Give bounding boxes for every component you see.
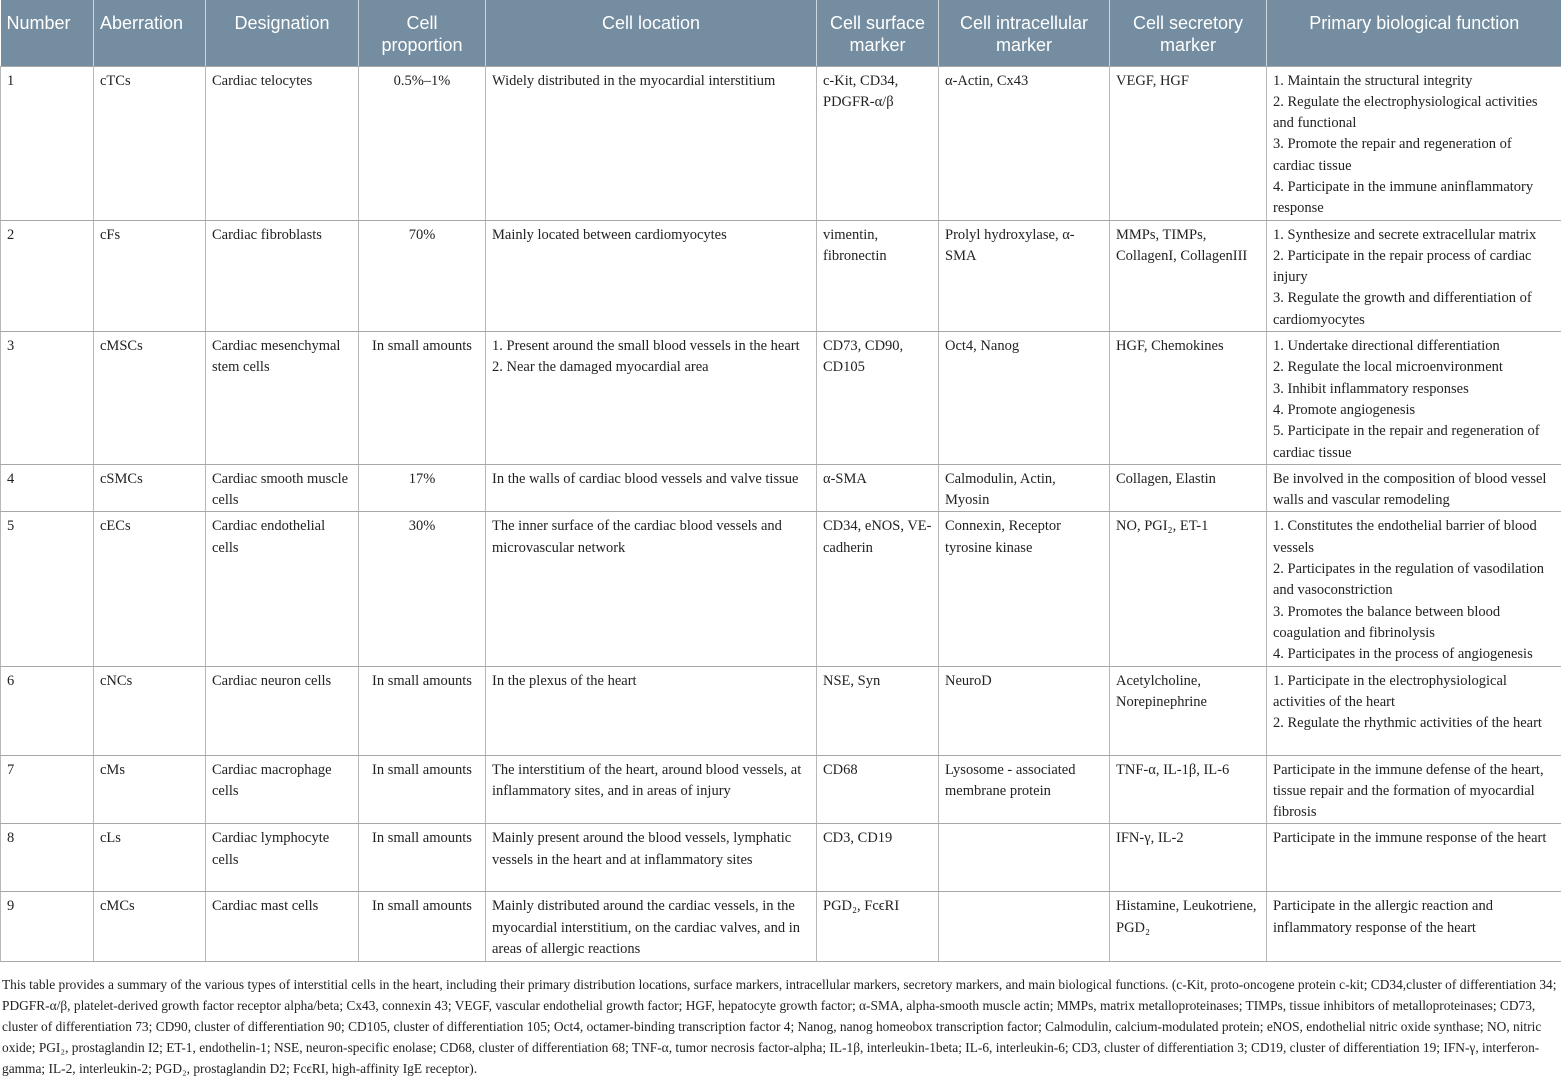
cell-designation: Cardiac smooth muscle cells (206, 464, 359, 512)
cell-function (1267, 755, 1561, 824)
cell-surface: CD73, CD90, CD105 (817, 332, 939, 465)
cell-number: 1 (1, 66, 94, 220)
cell-aberration: cTCs (94, 66, 206, 220)
cell-location (486, 464, 817, 512)
cell-proportion: 30% (359, 512, 486, 666)
table-row (1, 464, 1561, 512)
function-line: 4. Participates in the process of angiogenesis (1273, 646, 1533, 663)
table-row (1, 892, 1561, 962)
cell-function (1267, 464, 1561, 512)
cell-surface: vimentin, fibronectin (817, 220, 939, 331)
cell-designation: Cardiac macrophage cells (206, 755, 359, 824)
cell-intracellular: Connexin, Receptor tyrosine kinase (939, 512, 1110, 666)
cell-number: 9 (1, 892, 94, 962)
location-line: Mainly located between cardiomyocytes (492, 226, 727, 243)
cell-intracellular: NeuroD (939, 666, 1110, 755)
cell-aberration: cMSCs (94, 332, 206, 465)
cell-aberration: cSMCs (94, 464, 206, 512)
cell-aberration: cMs (94, 755, 206, 824)
location-line: In the plexus of the heart (492, 672, 637, 689)
location-line: Widely distributed in the myocardial interstitium (492, 72, 776, 89)
function-line: Participate in the immune response of the heart (1273, 830, 1547, 847)
cell-intracellular: Calmodulin, Actin, Myosin (939, 464, 1110, 512)
cell-aberration: cECs (94, 512, 206, 666)
cell-designation: Cardiac mesenchymal stem cells (206, 332, 359, 465)
cell-designation: Cardiac neuron cells (206, 666, 359, 755)
table-row (1, 512, 1561, 666)
function-line: 3. Regulate the growth and differentiation of cardiomyocytes (1273, 290, 1532, 328)
cell-aberration: cLs (94, 824, 206, 892)
function-line: 1. Maintain the structural integrity (1273, 72, 1473, 89)
cell-aberration: cNCs (94, 666, 206, 755)
cell-location (486, 666, 817, 755)
cell-intracellular (939, 892, 1110, 962)
cell-surface: NSE, Syn (817, 666, 939, 755)
cell-proportion: 17% (359, 464, 486, 512)
header-designation: Designation (206, 0, 359, 66)
cell-secretory: IFN-γ, IL-2 (1110, 824, 1267, 892)
function-line: Participate in the allergic reaction and inflammatory response of the heart (1273, 898, 1493, 936)
header-cell-surface-marker: Cell surface marker (817, 0, 939, 66)
function-line: 4. Participate in the immune aninflammatory response (1273, 178, 1534, 217)
cell-designation: Cardiac fibroblasts (206, 220, 359, 331)
cell-secretory: Acetylcholine, Norepinephrine (1110, 666, 1267, 755)
cell-surface: CD68 (817, 755, 939, 824)
cell-proportion: In small amounts (359, 666, 486, 755)
cell-secretory: Histamine, Leukotriene, PGD₂ (1110, 892, 1267, 962)
cell-function (1267, 892, 1561, 962)
cell-number: 8 (1, 824, 94, 892)
cell-location (486, 512, 817, 666)
cell-designation: Cardiac lymphocyte cells (206, 824, 359, 892)
location-line: Mainly distributed around the cardiac vessels, in the myocardial interstitium, on the cardiac valves, and in areas of allergic reactions (492, 898, 801, 957)
function-line: 1. Undertake directional differentiation (1273, 338, 1500, 355)
cell-secretory: TNF-α, IL-1β, IL-6 (1110, 755, 1267, 824)
table-row (1, 666, 1561, 755)
cell-function (1267, 824, 1561, 892)
cell-secretory: NO, PGI₂, ET-1 (1110, 512, 1267, 666)
function-line: 4. Promote angiogenesis (1273, 401, 1416, 418)
header-cell-proportion: Cell proportion (359, 0, 486, 66)
cell-aberration: cMCs (94, 892, 206, 962)
function-line: 2. Regulate the local microenvironment (1273, 359, 1503, 376)
cell-proportion: In small amounts (359, 824, 486, 892)
cell-secretory: HGF, Chemokines (1110, 332, 1267, 465)
cell-intracellular: Lysosome - associated membrane protein (939, 755, 1110, 824)
table-header-row (1, 0, 1561, 66)
function-line: 2. Regulate the rhythmic activities of the heart (1273, 715, 1542, 732)
header-aberration: Aberration (94, 0, 206, 66)
cell-surface: CD34, eNOS, VE-cadherin (817, 512, 939, 666)
cell-intracellular (939, 824, 1110, 892)
cell-function (1267, 332, 1561, 465)
cell-number: 3 (1, 332, 94, 465)
cell-proportion: In small amounts (359, 332, 486, 465)
location-line: 2. Near the damaged myocardial area (492, 359, 709, 376)
header-number: Number (1, 0, 94, 66)
header-cell-intracellular-marker: Cell intracellular marker (939, 0, 1110, 66)
cell-number: 7 (1, 755, 94, 824)
location-line: Mainly present around the blood vessels, lymphatic vessels in the heart and at inflammatory sites (492, 830, 792, 868)
location-line: In the walls of cardiac blood vessels and valve tissue (492, 470, 799, 487)
cell-intracellular: Oct4, Nanog (939, 332, 1110, 465)
cell-location (486, 755, 817, 824)
cell-proportion: In small amounts (359, 755, 486, 824)
cell-function (1267, 220, 1561, 331)
cell-location (486, 332, 817, 465)
table-footnote: This table provides a summary of the various types of interstitial cells in the heart, including their primary distribution locations, surface markers, intracellular markers, secretory markers, and main biological functions. (c-Kit, proto-oncogene protein c-kit; CD34,cluster of differentiation 34; PDGFR-α/β, platelet-derived growth factor receptor alpha/beta; Cx43, connexin 43; VEGF, vascular endothelial growth factor; HGF, hepatocyte growth factor; α-SMA, alpha-smooth muscle actin; MMPs, matrix metalloproteinases; TIMPs, tissue inhibitors of metalloproteinases; CD73, cluster of differentiation 73; CD90, cluster of differentiation 90; CD105, cluster of differentiation 105; Oct4, octamer-binding transcription factor 4; Nanog, nanog homeobox transcription factor; Calmodulin, calcium-modulated protein; eNOS, endothelial nitric oxide synthase; NO, nitric oxide; PGI₂, prostaglandin I2; ET-1, endothelin-1; NSE, neuron-specific enolase; CD68, cluster of differentiation 68; TNF-α, tumor necrosis factor-alpha; IL-1β, interleukin-1beta; IL-6, interleukin-6; CD3, cluster of differentiation 3; CD19, cluster of differentiation 19; IFN-γ, interferon-gamma; IL-2, interleukin-2; PGD₂, prostaglandin D2; FcϵRI, high-affinity IgE receptor). (2, 977, 1557, 1076)
table-body (1, 66, 1561, 962)
cell-function (1267, 666, 1561, 755)
cell-designation: Cardiac telocytes (206, 66, 359, 220)
cell-function (1267, 512, 1561, 666)
table-row (1, 220, 1561, 331)
cell-number: 5 (1, 512, 94, 666)
cell-proportion: In small amounts (359, 892, 486, 962)
cell-number: 4 (1, 464, 94, 512)
location-line: 1. Present around the small blood vessels in the heart (492, 338, 800, 355)
cell-secretory: VEGF, HGF (1110, 66, 1267, 220)
function-line: 1. Participate in the electrophysiological activities of the heart (1273, 672, 1507, 710)
function-line: 3. Inhibit inflammatory responses (1273, 380, 1469, 397)
cell-proportion: 70% (359, 220, 486, 331)
function-line: 1. Synthesize and secrete extracellular matrix (1273, 226, 1537, 243)
table-row (1, 66, 1561, 220)
cell-location (486, 220, 817, 331)
cell-designation: Cardiac mast cells (206, 892, 359, 962)
header-primary-biological-function: Primary biological function (1267, 0, 1561, 66)
function-line: Participate in the immune defense of the heart, tissue repair and the formation of myocardial fibrosis (1273, 761, 1544, 821)
cell-surface: α-SMA (817, 464, 939, 512)
function-line: 3. Promote the repair and regeneration of cardiac tissue (1273, 136, 1512, 174)
cell-number: 2 (1, 220, 94, 331)
function-line: 2. Participates in the regulation of vasodilation and vasoconstriction (1273, 561, 1545, 599)
cell-intracellular: α-Actin, Cx43 (939, 66, 1110, 220)
function-line: 2. Regulate the electrophysiological activities and functional (1273, 93, 1538, 132)
table-row (1, 755, 1561, 824)
location-line: The interstitium of the heart, around blood vessels, at inflammatory sites, and in areas of injury (492, 761, 802, 799)
cell-surface: c-Kit, CD34, PDGFR-α/β (817, 66, 939, 220)
function-line: Be involved in the composition of blood vessel walls and vascular remodeling (1273, 470, 1547, 509)
cell-function (1267, 66, 1561, 220)
cell-surface: CD3, CD19 (817, 824, 939, 892)
function-line: 2. Participate in the repair process of cardiac injury (1273, 247, 1532, 286)
header-cell-secretory-marker: Cell secretory marker (1110, 0, 1267, 66)
header-cell-location: Cell location (486, 0, 817, 66)
function-line: 5. Participate in the repair and regeneration of cardiac tissue (1273, 423, 1540, 461)
location-line: The inner surface of the cardiac blood vessels and microvascular network (492, 518, 782, 556)
function-line: 3. Promotes the balance between blood coagulation and fibrinolysis (1273, 603, 1501, 641)
table-row (1, 332, 1561, 465)
cell-proportion: 0.5%–1% (359, 66, 486, 220)
cell-surface: PGD₂, FcϵRI (817, 892, 939, 962)
cell-aberration: cFs (94, 220, 206, 331)
function-line: 1. Constitutes the endothelial barrier of blood vessels (1273, 518, 1537, 556)
cell-secretory: MMPs, TIMPs, CollagenI, CollagenIII (1110, 220, 1267, 331)
cell-location (486, 892, 817, 962)
cell-location (486, 824, 817, 892)
cell-secretory: Collagen, Elastin (1110, 464, 1267, 512)
cell-designation: Cardiac endothelial cells (206, 512, 359, 666)
cell-intracellular: Prolyl hydroxylase, α-SMA (939, 220, 1110, 331)
table-row (1, 824, 1561, 892)
cell-number: 6 (1, 666, 94, 755)
cell-location (486, 66, 817, 220)
